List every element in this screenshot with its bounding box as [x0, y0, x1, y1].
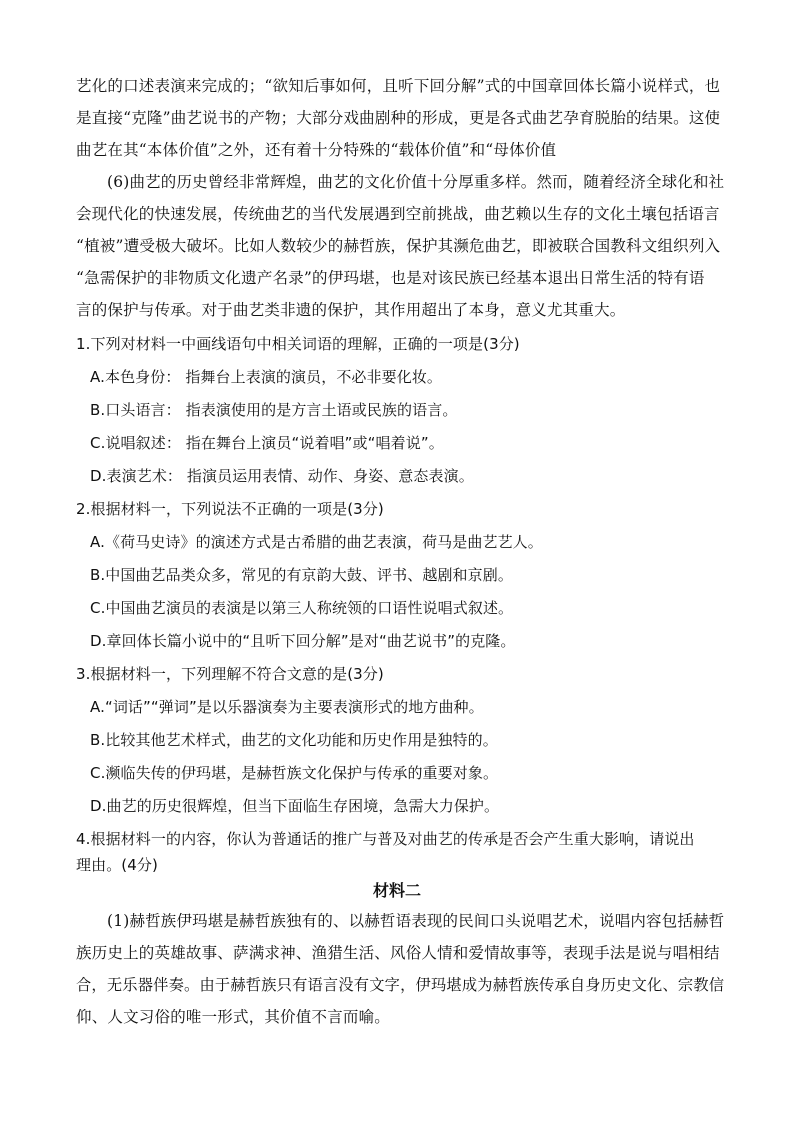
option-d: D.章回体长篇小说中的“且听下回分解”是对“曲艺说书”的克隆。 [90, 632, 516, 650]
question-stem: 2.根据材料一，下列说法不正确的一项是(3分) [76, 500, 384, 518]
paragraph-1-line: 仰、人文习俗的唯一形式，其价值不言而喻。 [76, 1008, 391, 1026]
option-d: D.曲艺的历史很辉煌，但当下面临生存困境，急需大力保护。 [90, 797, 500, 815]
option-a: A.《荷马史诗》的演述方式是古希腊的曲艺表演，荷马是曲艺艺人。 [90, 533, 543, 551]
option-c: C.说唱叙述： 指在舞台上演员“说着唱”或“唱着说”。 [90, 434, 444, 452]
option-a: A.本色身份： 指舞台上表演的演员，不必非要化妆。 [90, 368, 443, 386]
paragraph-1-line: 合，无乐器伴奏。由于赫哲族只有语言没有文字，伊玛堪成为赫哲族传承自身历史文化、宗教信 [76, 976, 725, 994]
question-stem: 1.下列对材料一中画线语句中相关词语的理解，正确的一项是(3分) [76, 335, 520, 353]
passage-line: 是直接“克隆”曲艺说书的产物；大部分戏曲剧种的形成，更是各式曲艺孕育脱胎的结果。这使 [76, 109, 721, 127]
question-stem: 4.根据材料一的内容，你认为普通话的推广与普及对曲艺的传承是否会产生重大影响，请说出 [76, 830, 695, 848]
paragraph-6-line: “急需保护的非物质文化遗产名录”的伊玛堪，也是对该民族已经基本退出日常生活的特有语 [76, 269, 705, 287]
material-2-title: 材料二 [372, 881, 421, 900]
paragraph-1-line: (1)赫哲族伊玛堪是赫哲族独有的、以赫哲语表现的民间口头说唱艺术，说唱内容包括赫哲 [107, 912, 725, 930]
passage-line: 曲艺在其“本体价值”之外，还有着十分特殊的“载体价值”和“母体价值 [76, 141, 557, 159]
paragraph-1-line: 族历史上的英雄故事、萨满求神、渔猎生活、风俗人情和爱情故事等，表现手法是说与唱相结 [76, 944, 720, 962]
question-stem: 理由。(4分) [76, 856, 158, 874]
paragraph-6-line: 会现代化的快速发展，传统曲艺的当代发展遇到空前挑战，曲艺赖以生存的文化土壤包括语言 [76, 205, 720, 223]
option-b: B.比较其他艺术样式，曲艺的文化功能和历史作用是独特的。 [90, 731, 498, 749]
passage-line: 艺化的口述表演来完成的；“欲知后事如何，且听下回分解”式的中国章回体长篇小说样式，也 [76, 77, 721, 95]
question-stem: 3.根据材料一，下列理解不符合文意的是(3分) [76, 665, 384, 683]
option-c: C.中国曲艺演员的表演是以第三人称统领的口语性说唱式叙述。 [90, 599, 514, 617]
option-b: B.口头语言： 指表演使用的是方言土语或民族的语言。 [90, 401, 458, 419]
option-d: D.表演艺术： 指演员运用表情、动作、身姿、意态表演。 [90, 467, 474, 485]
paragraph-6-line: 言的保护与传承。对于曲艺类非遗的保护，其作用超出了本身，意义尤其重大。 [76, 301, 626, 319]
paragraph-6-line: (6)曲艺的历史曾经非常辉煌，曲艺的文化价值十分厚重多样。然而，随着经济全球化和社 [107, 173, 725, 191]
paragraph-6-line: “植被”遭受极大破坏。比如人数较少的赫哲族，保护其濒危曲艺，即被联合国教科文组织列入 [76, 237, 721, 255]
option-c: C.濒临失传的伊玛堪，是赫哲族文化保护与传承的重要对象。 [90, 764, 499, 782]
option-b: B.中国曲艺品类众多，常见的有京韵大鼓、评书、越剧和京剧。 [90, 566, 513, 584]
option-a: A.“词话”“弹词”是以乐器演奏为主要表演形式的地方曲种。 [90, 698, 484, 716]
